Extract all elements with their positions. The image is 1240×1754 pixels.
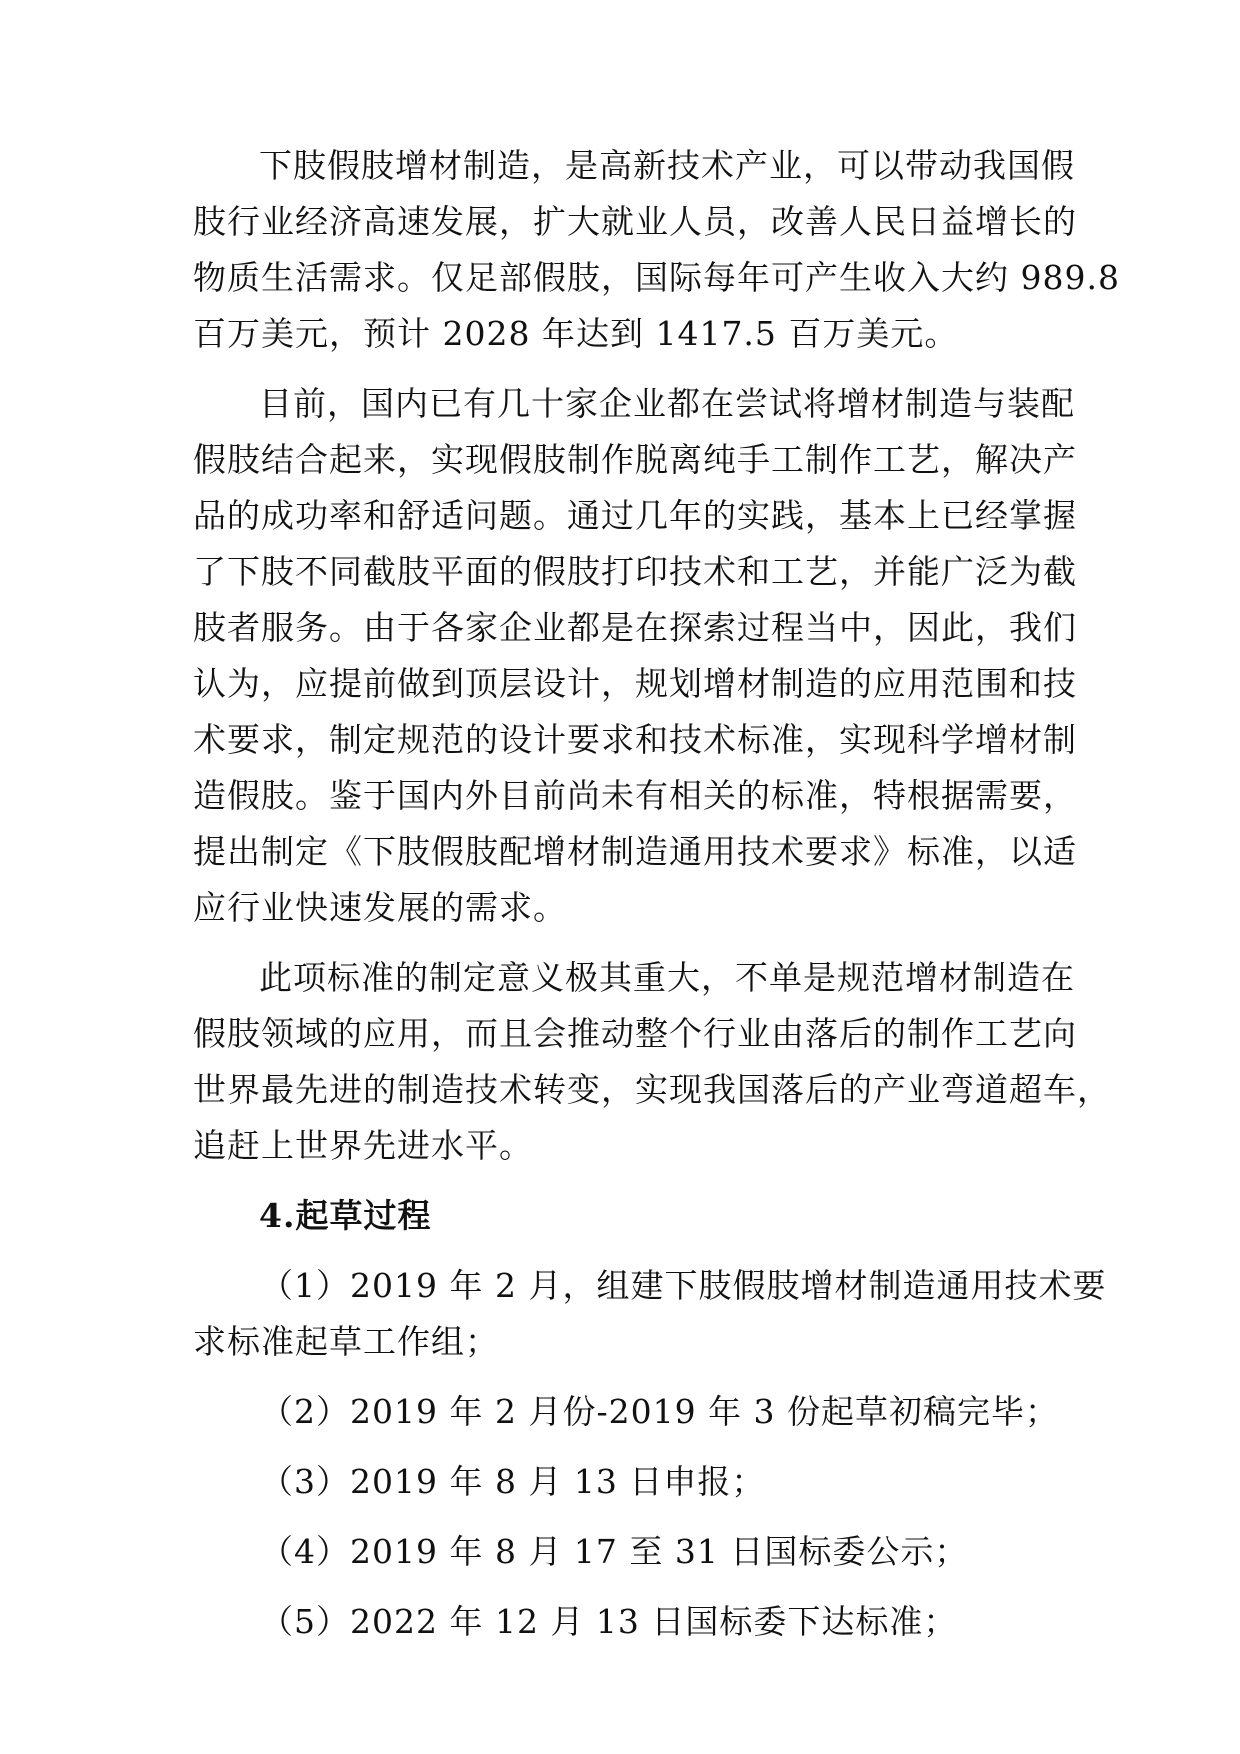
- paragraph-1-line-1: 下肢假肢增材制造，是高新技术产业，可以带动我国假: [259, 146, 1075, 185]
- paragraph-3-line-2: 假肢领域的应用，而且会推动整个行业由落后的制作工艺向: [193, 1014, 1077, 1053]
- paragraph-2-line-8: 造假肢。鉴于国内外目前尚未有相关的标准，特根据需要，: [193, 776, 1077, 815]
- drafting-step-3: （3）2019 年 8 月 13 日申报；: [260, 1462, 766, 1501]
- paragraph-2-line-7: 术要求，制定规范的设计要求和技术标准，实现科学增材制: [193, 720, 1077, 759]
- paragraph-2-line-4: 了下肢不同截肢平面的假肢打印技术和工艺，并能广泛为截: [193, 552, 1077, 591]
- drafting-step-5: （5）2022 年 12 月 13 日国标委下达标准；: [260, 1602, 958, 1641]
- drafting-step-1-continuation: 求标准起草工作组；: [193, 1322, 499, 1361]
- drafting-step-2: （2）2019 年 2 月份-2019 年 3 份起草初稿完毕；: [260, 1392, 1060, 1431]
- paragraph-2-line-10: 应行业快速发展的需求。: [193, 888, 567, 927]
- paragraph-3-line-4: 追赶上世界先进水平。: [193, 1126, 533, 1165]
- drafting-step-4: （4）2019 年 8 月 17 至 31 日国标委公示；: [260, 1532, 969, 1571]
- paragraph-2-line-9: 提出制定《下肢假肢配增材制造通用技术要求》标准，以适: [193, 832, 1077, 871]
- paragraph-1-line-2: 肢行业经济高速发展，扩大就业人员，改善人民日益增长的: [193, 202, 1077, 241]
- paragraph-2-line-2: 假肢结合起来，实现假肢制作脱离纯手工制作工艺，解决产: [193, 440, 1077, 479]
- paragraph-2-line-1: 目前，国内已有几十家企业都在尝试将增材制造与装配: [259, 384, 1075, 423]
- section-heading: 4.起草过程: [259, 1196, 432, 1235]
- paragraph-1-line-4: 百万美元，预计 2028 年达到 1417.5 百万美元。: [193, 314, 959, 353]
- paragraph-1-line-3: 物质生活需求。仅足部假肢，国际每年可产生收入大约 989.8: [193, 258, 1120, 297]
- paragraph-3-line-3: 世界最先进的制造技术转变，实现我国落后的产业弯道超车，: [193, 1070, 1111, 1109]
- paragraph-2-line-3: 品的成功率和舒适问题。通过几年的实践，基本上已经掌握: [193, 496, 1077, 535]
- drafting-step-1: （1）2019 年 2 月，组建下肢假肢增材制造通用技术要: [260, 1266, 1107, 1305]
- paragraph-2-line-6: 认为，应提前做到顶层设计，规划增材制造的应用范围和技: [193, 664, 1077, 703]
- paragraph-3-line-1: 此项标准的制定意义极其重大，不单是规范增材制造在: [259, 958, 1075, 997]
- paragraph-2-line-5: 肢者服务。由于各家企业都是在探索过程当中，因此，我们: [193, 608, 1077, 647]
